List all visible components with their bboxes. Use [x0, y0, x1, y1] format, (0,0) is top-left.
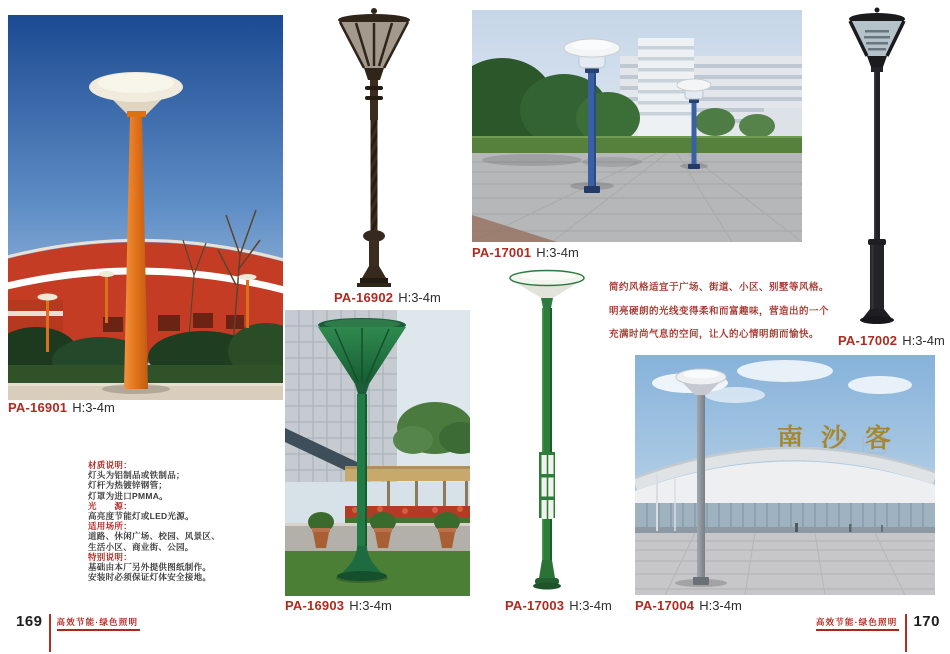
product-photo-pa17001	[472, 10, 802, 242]
product-label-pa17003	[505, 598, 612, 613]
spec-block	[88, 460, 220, 582]
lamp-image-pa16902	[336, 6, 412, 288]
photo-pa16903-art	[285, 310, 470, 596]
product-code: PA-17002	[838, 333, 898, 348]
plaza-paving	[472, 153, 802, 242]
lamp-pa17002-art	[841, 6, 913, 330]
building-sign-text: 南沙客	[776, 424, 910, 454]
product-photo-pa16903	[285, 310, 470, 596]
spec-line: 安装时必须保证灯体安全接地。	[88, 572, 212, 583]
product-label-pa17004	[635, 598, 742, 613]
spec-heading: 适用场所：	[88, 521, 133, 532]
product-label-pa17001	[472, 245, 579, 260]
lawn	[472, 136, 802, 154]
product-photo-pa17004	[635, 355, 935, 595]
product-spec: H:3-4m	[569, 598, 612, 613]
page-number-right: 170	[913, 613, 940, 630]
product-code: PA-16902	[334, 290, 394, 305]
product-spec: H:3-4m	[349, 598, 392, 613]
product-label-pa16903	[285, 598, 392, 613]
product-label-pa16902	[334, 290, 441, 305]
photo-pa16901-art	[8, 15, 283, 400]
spec-heading: 光 源：	[88, 500, 133, 511]
footer-slogan-left: 高效节能·绿色照明	[57, 614, 141, 631]
lamp-pa16902-art	[336, 6, 412, 288]
plaza-paving	[635, 533, 935, 595]
description-line: 简约风格适宜于广场、街道、小区、别墅等风格。	[609, 282, 830, 293]
spec-line: 灯罩为进口PMMA。	[88, 490, 168, 501]
page-number-left: 169	[16, 613, 43, 630]
footer-slogan-right: 高效节能·绿色照明	[816, 614, 900, 631]
lamp-image-pa17003	[508, 268, 586, 594]
footer-divider-left	[49, 614, 51, 652]
product-code: PA-16903	[285, 598, 345, 613]
product-code: PA-17004	[635, 598, 695, 613]
product-code: PA-17001	[472, 245, 532, 260]
spec-line: 生活小区、商业街、公园。	[88, 541, 194, 552]
footer-left	[16, 614, 140, 652]
product-spec: H:3-4m	[699, 598, 742, 613]
photo-pa17004-art	[635, 355, 935, 595]
spec-heading: 材质说明：	[88, 460, 133, 470]
footer-divider-right	[905, 614, 907, 652]
lamp-image-pa17002	[841, 6, 913, 330]
description-line: 明亮硬朗的光线变得柔和而富趣味，营造出的一个	[609, 305, 830, 317]
spec-line: 灯杆为热镀锌钢管；	[88, 480, 168, 491]
lattice-window	[539, 452, 555, 519]
product-spec: H:3-4m	[72, 400, 115, 415]
product-photo-pa16901	[8, 15, 283, 400]
product-label-pa16901	[8, 400, 115, 415]
spec-line: 基础由本厂另外提供图纸制作。	[88, 562, 212, 573]
product-spec: H:3-4m	[902, 333, 945, 348]
spec-heading: 特别说明：	[88, 551, 133, 562]
spec-line: 高亮度节能灯或LED光源。	[88, 511, 194, 522]
spec-line: 道路、休闲广场、校园、风景区、	[88, 531, 221, 542]
product-label-pa17002	[838, 333, 945, 348]
product-spec: H:3-4m	[536, 245, 579, 260]
photo-pa17001-art	[472, 10, 802, 242]
description-line: 充满时尚气息的空间，让人的心情明朗而愉快。	[609, 329, 820, 340]
footer-right	[816, 614, 940, 652]
product-code: PA-16901	[8, 400, 68, 415]
lamp-pa17003-art	[508, 268, 586, 594]
product-code: PA-17003	[505, 598, 565, 613]
spec-line: 灯头为铝制品或铁制品；	[88, 470, 185, 481]
product-spec: H:3-4m	[398, 290, 441, 305]
style-description	[609, 276, 829, 347]
